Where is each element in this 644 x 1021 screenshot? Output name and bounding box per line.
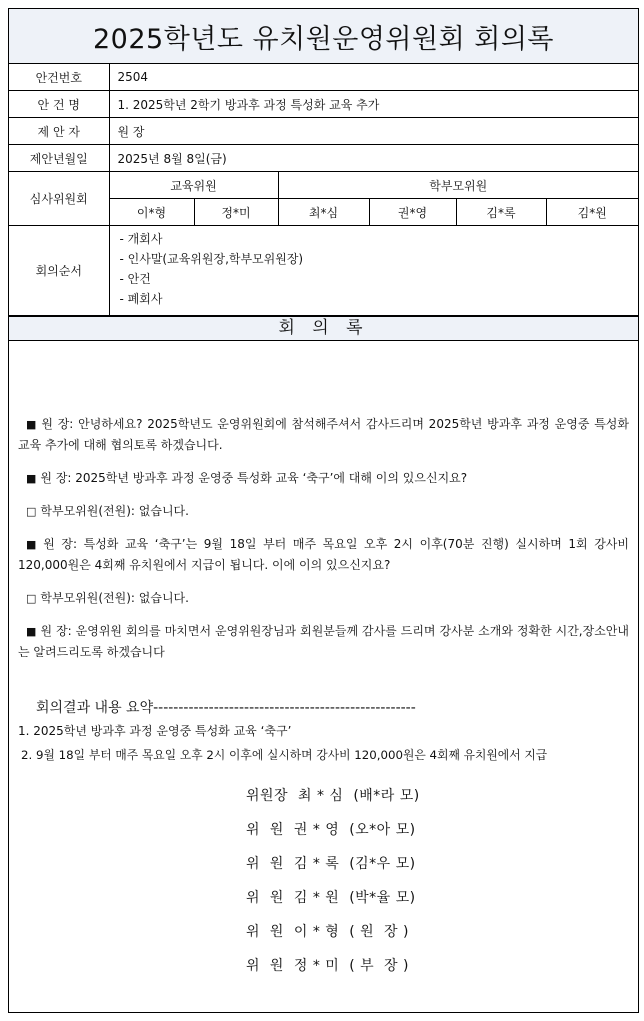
minutes-entry <box>18 501 629 522</box>
minutes-entry <box>18 534 629 576</box>
filled-square-icon: ■ <box>26 625 37 638</box>
agenda-info-table <box>9 64 638 316</box>
entry-text: 원 장: 특성화 교육 ‘축구’는 9월 18일 부터 매주 목요일 오후 2시 이후(70분 진행) 실시하며 1회 강사비 120,000원은 4회째 유치원에서 지급이 됩니다. 이에 이의 있으신지요? <box>18 537 629 572</box>
minutes-entry <box>18 414 629 456</box>
empty-square-icon: □ <box>26 592 37 605</box>
agenda-name-label: 안 건 명 <box>9 91 109 118</box>
summary-title: 회의결과 내용 요약---------------------------------------------------- <box>36 700 416 716</box>
proposer-label: 제 안 자 <box>9 118 109 145</box>
minutes-entry <box>18 468 629 489</box>
meeting-order-row <box>9 226 638 316</box>
date-label: 제안년월일 <box>9 145 109 172</box>
member-name: 김*록 <box>456 199 546 226</box>
member-name: 정*미 <box>194 199 278 226</box>
summary-item: 1. 2025학년 방과후 과정 운영중 특성화 교육 ‘축구’ <box>18 724 292 738</box>
date-row <box>9 145 638 172</box>
committee-member: 위 원 정 * 미 ( 부 장 ) <box>246 958 409 974</box>
agenda-name-value: 1. 2025학년 2학기 방과후 과정 특성화 교육 추가 <box>109 91 638 118</box>
proposer-value: 원 장 <box>109 118 638 145</box>
filled-square-icon: ■ <box>26 472 37 485</box>
member-name: 이*형 <box>109 199 194 226</box>
minutes-entry <box>18 621 629 663</box>
committee-list <box>246 785 420 989</box>
committee-member: 위원장 최 * 심 (배*라 모) <box>246 788 420 804</box>
entry-text: 학부모위원(전원): 없습니다. <box>40 504 189 518</box>
entry-text: 원 장: 운영위원 회의를 마치면서 운영위원장님과 회원분들께 감사를 드리며 강사분 소개와 정확한 시간,장소안내는 알려드리도록 하겠습니다 <box>18 624 629 659</box>
agenda-name-row <box>9 91 638 118</box>
proposer-row <box>9 118 638 145</box>
teacher-member-group: 교육위원 <box>109 172 278 199</box>
order-item: - 개회사 <box>119 232 163 246</box>
minutes-document <box>8 8 639 1013</box>
member-name: 권*영 <box>369 199 456 226</box>
minutes-heading: 회 의 록 <box>9 316 638 341</box>
empty-square-icon: □ <box>26 505 37 518</box>
order-item: - 안건 <box>119 272 151 286</box>
parent-member-group: 학부모위원 <box>278 172 638 199</box>
committee-member: 위 원 김 * 록 (김*우 모) <box>246 856 416 872</box>
filled-square-icon: ■ <box>26 538 40 551</box>
order-item: - 폐회사 <box>119 292 163 306</box>
member-name: 최*심 <box>278 199 369 226</box>
entry-text: 원 장: 2025학년 방과후 과정 운영중 특성화 교육 ‘축구’에 대해 이의 있으신지요? <box>40 471 468 485</box>
agenda-number-value: 2504 <box>109 64 638 91</box>
entry-text: 학부모위원(전원): 없습니다. <box>40 591 189 605</box>
review-group-row <box>9 172 638 199</box>
summary-item: 2. 9월 18일 부터 매주 목요일 오후 2시 이후에 실시하며 강사비 120,000원은 4회째 유치원에서 지급 <box>21 748 548 762</box>
meeting-order-label: 회의순서 <box>9 226 109 316</box>
minutes-entry <box>18 588 629 609</box>
meeting-order-list <box>109 226 638 316</box>
order-item: - 인사말(교육위원장,학부모위원장) <box>119 252 304 266</box>
filled-square-icon: ■ <box>26 418 38 431</box>
date-value: 2025년 8월 8일(금) <box>109 145 638 172</box>
minutes-body <box>9 341 638 985</box>
agenda-number-row <box>9 64 638 91</box>
committee-member: 위 원 권 * 영 (오*아 모) <box>246 822 416 838</box>
document-title: 2025학년도 유치원운영위원회 회의록 <box>9 9 638 64</box>
entry-text: 원 장: 안녕하세요? 2025학년도 운영위원회에 참석해주셔서 감사드리며 2025학년 방과후 과정 운영중 특성화 교육 추가에 대해 협의토록 하겠습니다. <box>18 417 629 452</box>
committee-member: 위 원 이 * 형 ( 원 장 ) <box>246 924 409 940</box>
committee-member: 위 원 김 * 원 (박*율 모) <box>246 890 416 906</box>
member-name: 김*원 <box>546 199 638 226</box>
review-committee-label: 심사위원회 <box>9 172 109 226</box>
agenda-number-label: 안건번호 <box>9 64 109 91</box>
